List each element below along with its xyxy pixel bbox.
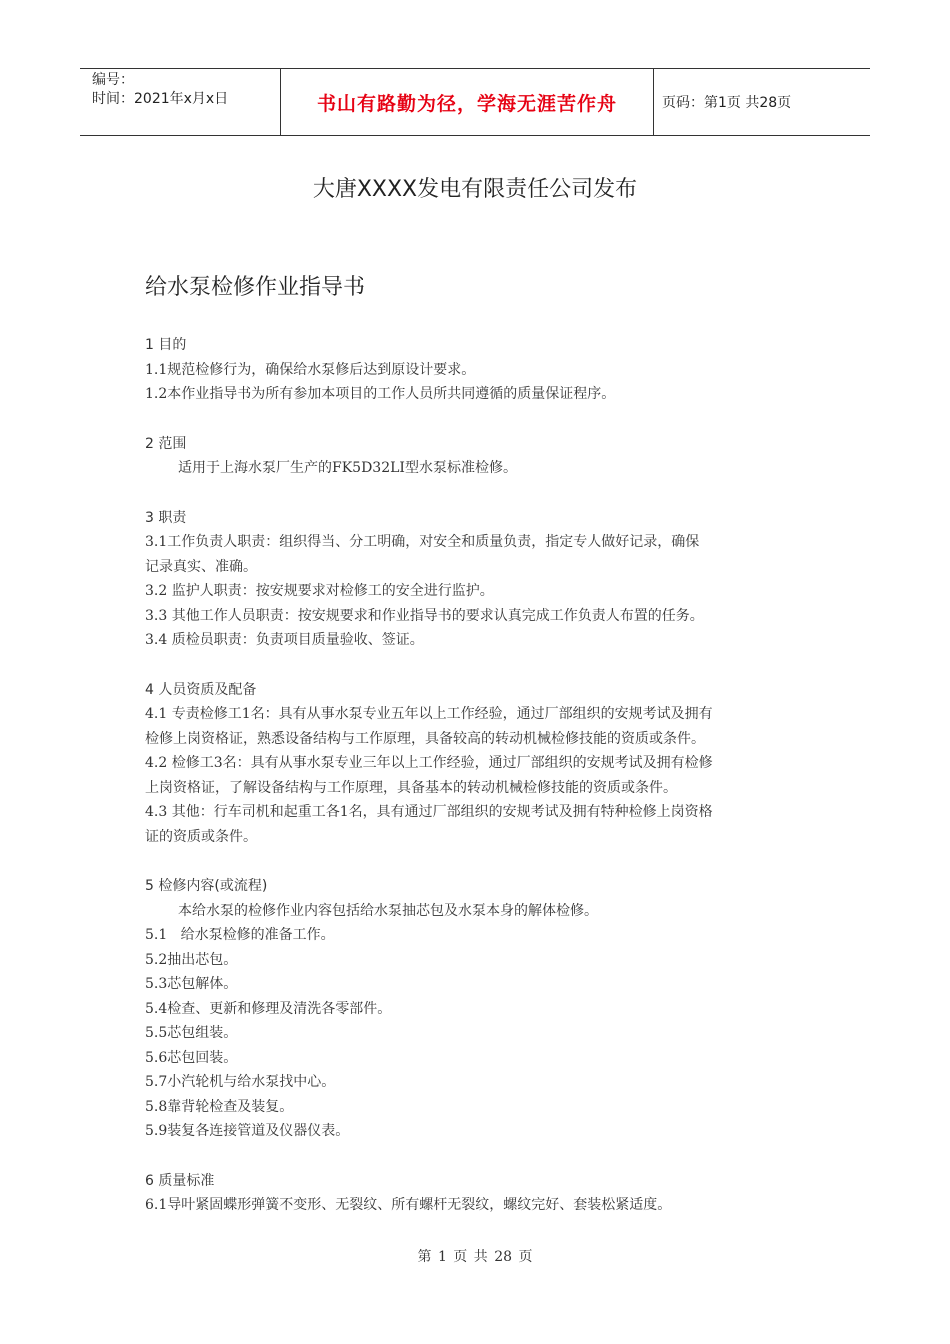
section-heading: 3 职责 [145,509,187,526]
list-item: 5.7小汽轮机与给水泵找中心。 [145,1074,336,1090]
header-meta [80,69,280,135]
header-motto: 书山有路勤为径，学海无涯苦作舟 [280,69,654,135]
list-item: 5.9装复各连接管道及仪器仪表。 [145,1123,350,1139]
paragraph-line: 3.4 质检员职责：负责项目质量验收、签证。 [145,632,424,648]
paragraph-line: 3.2 监护人职责：按安规要求对检修工的安全进行监护。 [145,583,494,599]
section-heading: 5 检修内容(或流程) [145,878,268,894]
paragraph-line: 4.2 检修工3名：具有从事水泵专业三年以上工作经验，通过厂部组织的安规考试及拥有检修 [145,755,713,771]
list-item: 5.8靠背轮检查及装复。 [145,1098,294,1115]
section-heading: 6 质量标准 [145,1172,215,1189]
paragraph-line: 检修上岗资格证，熟悉设备结构与工作原理，具备较高的转动机械检修技能的资质或条件。 [145,730,705,747]
paragraph-line: 3.3 其他工作人员职责：按安规要求和作业指导书的要求认真完成工作负责人布置的任务。 [145,607,704,624]
list-item: 5.1 给水泵检修的准备工作。 [145,927,335,943]
paragraph-line: 4.3 其他：行车司机和起重工各1名，具有通过厂部组织的安规考试及拥有特种检修上岗资格 [145,804,713,820]
section-heading: 4 人员资质及配备 [145,681,257,698]
number-label: 编号： [92,72,134,88]
paragraph-line: 6.1导叶紧固蝶形弹簧不变形、无裂纹、所有螺杆无裂纹，螺纹完好、套装松紧适度。 [145,1197,672,1213]
list-item: 5.5芯包组装。 [145,1025,238,1041]
list-item: 5.3芯包解体。 [145,976,238,992]
paragraph-line: 1.1规范检修行为，确保给水泵修后达到原设计要求。 [145,361,476,378]
paragraph-line: 4.1 专责检修工1名：具有从事水泵专业五年以上工作经验，通过厂部组织的安规考试及拥有 [145,706,713,722]
paragraph-line: 记录真实、准确。 [145,558,257,575]
paragraph-line: 1.2本作业指导书为所有参加本项目的工作人员所共同遵循的质量保证程序。 [145,386,616,402]
header-page-info: 页码：第1页 共28页 [662,95,792,111]
paragraph-line: 3.1工作负责人职责：组织得当、分工明确，对安全和质量负责，指定专人做好记录，确保 [145,534,700,550]
time-label: 时间：2021年x月x日 [92,91,229,107]
publisher: 大唐XXXX发电有限责任公司发布 [312,177,638,202]
section-heading: 1 目的 [145,337,187,353]
doc-title: 给水泵检修作业指导书 [145,275,366,300]
paragraph-line: 适用于上海水泵厂生产的FK5D32LI型水泵标准检修。 [178,460,517,476]
page-footer: 第 1 页 共 28 页 [417,1249,533,1265]
paragraph-line: 证的资质或条件。 [145,828,257,845]
list-item: 5.6芯包回装。 [145,1049,238,1066]
document-body [145,333,805,1218]
paragraph-line: 上岗资格证，了解设备结构与工作原理，具备基本的转动机械检修技能的资质或条件。 [145,779,677,796]
list-item: 5.2抽出芯包。 [145,951,238,968]
list-item: 5.4检查、更新和修理及清洗各零部件。 [145,1000,392,1017]
section-heading: 2 范围 [145,435,187,452]
paragraph-line: 本给水泵的检修作业内容包括给水泵抽芯包及水泵本身的解体检修。 [178,902,598,919]
page-header [80,68,870,136]
